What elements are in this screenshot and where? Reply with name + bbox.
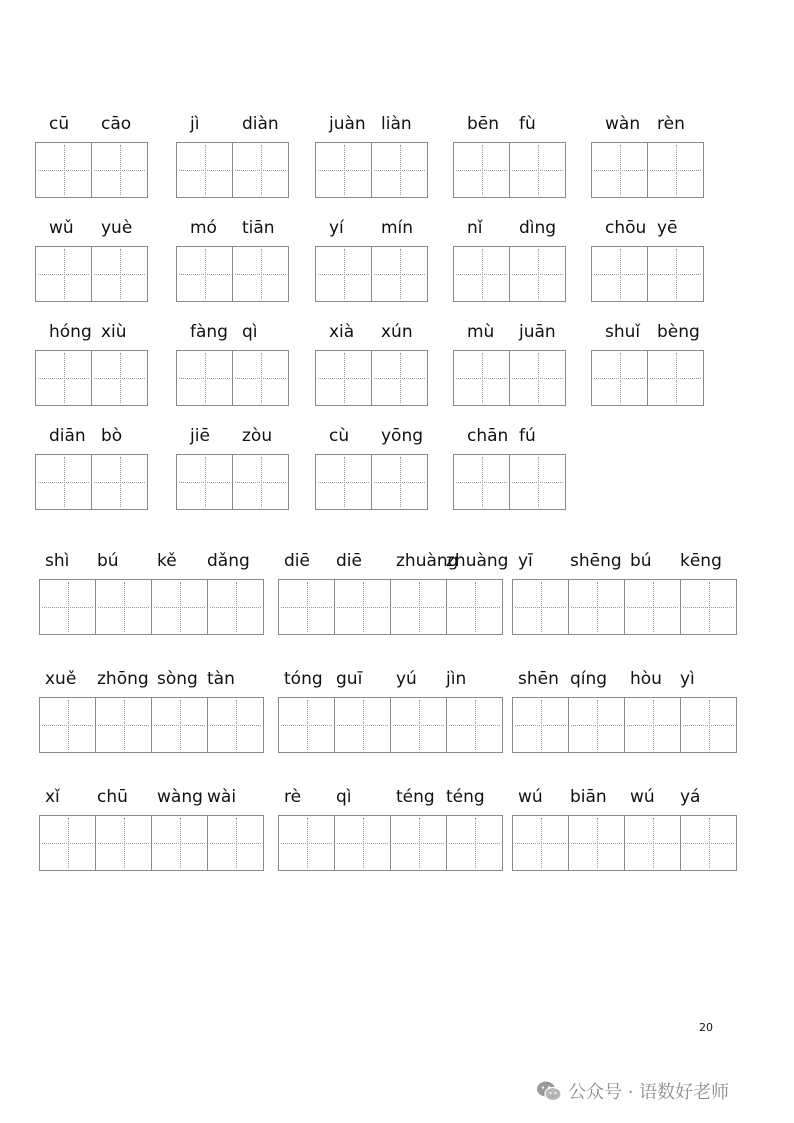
pinyin-label: bēn xyxy=(467,114,500,134)
pinyin-label: xún xyxy=(381,322,413,342)
pinyin-label: wài xyxy=(207,787,237,807)
pinyin-label: cāo xyxy=(101,114,132,134)
writing-cell[interactable] xyxy=(648,142,704,198)
tian-grid xyxy=(453,142,566,198)
writing-cell[interactable] xyxy=(36,350,92,406)
pinyin-label: cū xyxy=(49,114,70,134)
watermark-text: 公众号 · 语数好老师 xyxy=(568,1082,730,1103)
pinyin-label: zhuàng xyxy=(446,551,509,571)
tian-grid xyxy=(315,454,428,510)
pinyin-label: yē xyxy=(657,218,678,238)
writing-cell[interactable] xyxy=(177,454,233,510)
writing-cell[interactable] xyxy=(36,142,92,198)
pinyin-label: liàn xyxy=(381,114,412,134)
pinyin-label: yī xyxy=(518,551,533,571)
tian-grid xyxy=(278,815,503,871)
writing-cell[interactable] xyxy=(625,697,681,753)
pinyin-label: shuǐ xyxy=(605,322,641,342)
writing-cell[interactable] xyxy=(36,246,92,302)
pinyin-label: fàng xyxy=(190,322,228,342)
pinyin-label: yōng xyxy=(381,426,424,446)
tian-grid xyxy=(39,697,264,753)
writing-cell[interactable] xyxy=(335,697,391,753)
writing-cell[interactable] xyxy=(208,815,264,871)
writing-cell[interactable] xyxy=(510,142,566,198)
writing-cell[interactable] xyxy=(510,454,566,510)
writing-cell[interactable] xyxy=(454,246,510,302)
pinyin-label: wǔ xyxy=(49,218,74,238)
tian-grid xyxy=(35,454,148,510)
writing-cell[interactable] xyxy=(316,350,372,406)
tian-grid xyxy=(176,350,289,406)
tian-grid xyxy=(512,579,737,635)
writing-cell[interactable] xyxy=(625,815,681,871)
tian-grid xyxy=(35,246,148,302)
watermark xyxy=(536,1079,729,1103)
tian-grid xyxy=(453,246,566,302)
pinyin-label: zhōng xyxy=(97,669,149,689)
pinyin-label: xià xyxy=(329,322,355,342)
pinyin-label: zòu xyxy=(242,426,273,446)
tian-grid xyxy=(35,350,148,406)
tian-grid xyxy=(591,142,704,198)
pinyin-label: hòu xyxy=(630,669,662,689)
writing-cell[interactable] xyxy=(391,815,447,871)
pinyin-label: yú xyxy=(396,669,417,689)
writing-cell[interactable] xyxy=(569,579,625,635)
pinyin-label: xuě xyxy=(45,669,77,689)
pinyin-label: chān xyxy=(467,426,509,446)
writing-cell[interactable] xyxy=(569,815,625,871)
pinyin-label: qì xyxy=(336,787,352,807)
writing-cell[interactable] xyxy=(279,815,335,871)
writing-cell[interactable] xyxy=(372,246,428,302)
tian-grid xyxy=(39,579,264,635)
pinyin-label: mù xyxy=(467,322,495,342)
writing-cell[interactable] xyxy=(152,697,208,753)
writing-cell[interactable] xyxy=(335,579,391,635)
writing-cell[interactable] xyxy=(92,246,148,302)
pinyin-label: fú xyxy=(519,426,536,446)
writing-cell[interactable] xyxy=(177,246,233,302)
writing-cell[interactable] xyxy=(648,350,704,406)
writing-cell[interactable] xyxy=(372,350,428,406)
pinyin-label: bèng xyxy=(657,322,700,342)
writing-cell[interactable] xyxy=(233,454,289,510)
writing-cell[interactable] xyxy=(454,350,510,406)
writing-cell[interactable] xyxy=(96,697,152,753)
pinyin-label: bò xyxy=(101,426,123,446)
tian-grid xyxy=(453,350,566,406)
pinyin-label: qì xyxy=(242,322,258,342)
pinyin-label: mín xyxy=(381,218,414,238)
pinyin-label: yuè xyxy=(101,218,133,238)
writing-cell[interactable] xyxy=(513,697,569,753)
writing-cell[interactable] xyxy=(592,350,648,406)
pinyin-label: yá xyxy=(680,787,701,807)
pinyin-label: bú xyxy=(97,551,119,571)
tian-grid xyxy=(176,454,289,510)
tian-grid xyxy=(176,142,289,198)
writing-cell[interactable] xyxy=(454,454,510,510)
writing-cell[interactable] xyxy=(208,579,264,635)
pinyin-label: yì xyxy=(680,669,695,689)
pinyin-label: wú xyxy=(630,787,655,807)
pinyin-label: diàn xyxy=(242,114,279,134)
writing-cell[interactable] xyxy=(279,697,335,753)
pinyin-label: rèn xyxy=(657,114,685,134)
page-number: 20 xyxy=(699,1021,713,1034)
writing-cell[interactable] xyxy=(152,815,208,871)
pinyin-label: wàn xyxy=(605,114,641,134)
pinyin-label: nǐ xyxy=(467,218,483,238)
writing-cell[interactable] xyxy=(454,142,510,198)
writing-cell[interactable] xyxy=(625,579,681,635)
pinyin-label: chū xyxy=(97,787,128,807)
pinyin-label: bú xyxy=(630,551,652,571)
pinyin-label: kēng xyxy=(680,551,722,571)
writing-cell[interactable] xyxy=(177,350,233,406)
pinyin-label: jìn xyxy=(446,669,467,689)
pinyin-label: chōu xyxy=(605,218,647,238)
pinyin-label: fù xyxy=(519,114,536,134)
writing-cell[interactable] xyxy=(92,454,148,510)
pinyin-label: tóng xyxy=(284,669,323,689)
pinyin-label: hóng xyxy=(49,322,92,342)
tian-grid xyxy=(176,246,289,302)
writing-cell[interactable] xyxy=(335,815,391,871)
pinyin-label: kě xyxy=(157,551,177,571)
writing-cell[interactable] xyxy=(510,350,566,406)
writing-cell[interactable] xyxy=(510,246,566,302)
pinyin-label: wú xyxy=(518,787,543,807)
writing-cell[interactable] xyxy=(233,246,289,302)
pinyin-label: juān xyxy=(519,322,556,342)
tian-grid xyxy=(512,815,737,871)
writing-cell[interactable] xyxy=(92,142,148,198)
writing-cell[interactable] xyxy=(316,454,372,510)
tian-grid xyxy=(453,454,566,510)
writing-cell[interactable] xyxy=(648,246,704,302)
writing-cell[interactable] xyxy=(391,697,447,753)
writing-cell[interactable] xyxy=(177,142,233,198)
writing-cell[interactable] xyxy=(316,142,372,198)
writing-cell[interactable] xyxy=(316,246,372,302)
pinyin-label: wàng xyxy=(157,787,203,807)
tian-grid xyxy=(591,246,704,302)
writing-cell[interactable] xyxy=(152,579,208,635)
pinyin-label: guī xyxy=(336,669,363,689)
writing-cell[interactable] xyxy=(372,454,428,510)
writing-cell[interactable] xyxy=(513,815,569,871)
pinyin-label: diān xyxy=(49,426,86,446)
writing-cell[interactable] xyxy=(36,454,92,510)
pinyin-label: cù xyxy=(329,426,350,446)
writing-cell[interactable] xyxy=(40,815,96,871)
pinyin-label: juàn xyxy=(329,114,366,134)
pinyin-label: zhuàng xyxy=(396,551,459,571)
pinyin-label: téng xyxy=(396,787,435,807)
tian-grid xyxy=(315,246,428,302)
pinyin-label: rè xyxy=(284,787,302,807)
pinyin-label: yí xyxy=(329,218,344,238)
writing-cell[interactable] xyxy=(447,697,503,753)
pinyin-label: tiān xyxy=(242,218,275,238)
pinyin-label: tàn xyxy=(207,669,235,689)
pinyin-label: téng xyxy=(446,787,485,807)
pinyin-label: jì xyxy=(190,114,200,134)
tian-grid xyxy=(591,350,704,406)
writing-cell[interactable] xyxy=(208,697,264,753)
writing-cell[interactable] xyxy=(681,697,737,753)
writing-cell[interactable] xyxy=(447,815,503,871)
pinyin-label: biān xyxy=(570,787,607,807)
writing-cell[interactable] xyxy=(592,246,648,302)
tian-grid xyxy=(278,697,503,753)
pinyin-label: shēn xyxy=(518,669,559,689)
pinyin-label: diē xyxy=(284,551,310,571)
writing-cell[interactable] xyxy=(96,579,152,635)
writing-cell[interactable] xyxy=(40,697,96,753)
pinyin-label: xiù xyxy=(101,322,127,342)
writing-cell[interactable] xyxy=(279,579,335,635)
pinyin-label: sòng xyxy=(157,669,198,689)
pinyin-label: qíng xyxy=(570,669,608,689)
writing-cell[interactable] xyxy=(681,815,737,871)
writing-cell[interactable] xyxy=(569,697,625,753)
tian-grid xyxy=(39,815,264,871)
writing-cell[interactable] xyxy=(233,350,289,406)
writing-cell[interactable] xyxy=(681,579,737,635)
writing-cell[interactable] xyxy=(233,142,289,198)
pinyin-label: jiē xyxy=(190,426,210,446)
writing-cell[interactable] xyxy=(592,142,648,198)
writing-cell[interactable] xyxy=(447,579,503,635)
tian-grid xyxy=(278,579,503,635)
wechat-logo-icon xyxy=(536,1080,562,1102)
pinyin-label: dìng xyxy=(519,218,557,238)
tian-grid xyxy=(35,142,148,198)
writing-cell[interactable] xyxy=(513,579,569,635)
pinyin-label: shēng xyxy=(570,551,622,571)
writing-cell[interactable] xyxy=(96,815,152,871)
pinyin-label: mó xyxy=(190,218,217,238)
tian-grid xyxy=(315,142,428,198)
tian-grid xyxy=(512,697,737,753)
pinyin-label: xǐ xyxy=(45,787,60,807)
pinyin-label: diē xyxy=(336,551,362,571)
tian-grid xyxy=(315,350,428,406)
writing-cell[interactable] xyxy=(391,579,447,635)
writing-cell[interactable] xyxy=(372,142,428,198)
writing-cell[interactable] xyxy=(92,350,148,406)
writing-cell[interactable] xyxy=(40,579,96,635)
pinyin-label: dǎng xyxy=(207,551,250,571)
pinyin-label: shì xyxy=(45,551,70,571)
